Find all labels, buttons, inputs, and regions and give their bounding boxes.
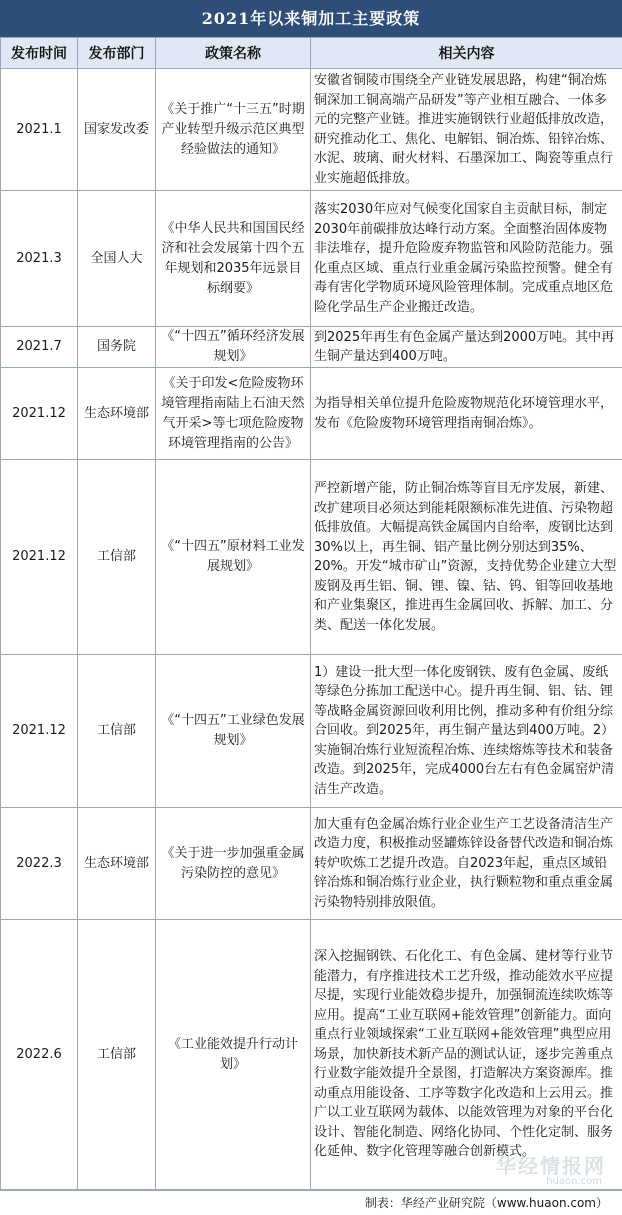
cell-policy-name: 《“十四五”工业绿色发展规划》 <box>156 655 311 808</box>
cell-date: 2021.12 <box>1 655 78 808</box>
cell-date: 2021.3 <box>1 191 78 327</box>
cell-content: 落实2030年应对气候变化国家自主贡献目标，制定2030年前碳排放达峰行动方案。全面整治固体废物非法堆存，提升危险废弃物监管和风险防范能力。强化重点区域、重点行业重金属污染监控预警。健全有毒有害化学物质环境风险管理体制。完成重点地区危险化学品生产企业搬迁改造。 <box>311 191 622 327</box>
cell-content: 加大重有色金属冶炼行业企业生产工艺设备清洁生产改造力度，积极推动竖罐炼锌设备替代改造和铜冶炼转炉吹炼工艺提升改造。自2023年起，重点区域铅锌冶炼和铜冶炼行业企业，执行颗粒物和重点重金属污染物特别排放限值。 <box>311 808 622 920</box>
cell-dept: 工信部 <box>78 655 156 808</box>
cell-content: 为指导相关单位提升危险废物规范化环境管理水平，发布《危险废物环境管理指南铜冶炼》。 <box>311 368 622 460</box>
column-header-policy: 政策名称 <box>156 38 311 69</box>
cell-policy-name: 《关于推广“十三五”时期产业转型升级示范区典型经验做法的通知》 <box>156 69 311 191</box>
cell-date: 2021.7 <box>1 327 78 368</box>
table-row <box>1 69 622 191</box>
column-header-date: 发布时间 <box>1 38 78 69</box>
cell-policy-name: 《中华人民共和国国民经济和社会发展第十四个五年规划和2035年远景目标纲要》 <box>156 191 311 327</box>
table-row <box>1 460 622 655</box>
cell-content: 深入挖掘钢铁、石化化工、有色金属、建材等行业节能潜力，有序推进技术工艺升级，推动能效水平应提尽提，实现行业能效稳步提升，加强铜流连续吹炼等应用。提高“工业互联网+能效管理”创新能力。面向重点行业领域探索“工业互联网+能效管理”典型应用场景，加快新技术新产品的测试认证，逐步完善重点行业数字能效提升全景图，打造解决方案资源库。推动重点用能设备、工序等数字化改造和上云用云。推广以工业互联网为载体、以能效管理为对象的平台化设计、智能化制造、网络化协同、个性化定制、服务化延伸、数字化管理等融合创新模式。 <box>311 920 622 1190</box>
cell-content: 安徽省铜陵市围绕全产业链发展思路，构建“铜冶炼铜深加工铜高端产品研发”等产业相互融合、一体多元的完整产业链。推进实施钢铁行业超低排放改造，研究推动化工、焦化、电解铝、铜冶炼、铅锌冶炼、水泥、玻璃、耐火材料、石墨深加工、陶瓷等重点行业实施超低排放。 <box>311 69 622 191</box>
column-header-dept: 发布部门 <box>78 38 156 69</box>
footer-credit: 制表：华经产业研究院（www.huaon.com） <box>365 1196 608 1210</box>
cell-date: 2021.12 <box>1 460 78 655</box>
cell-date: 2021.12 <box>1 368 78 460</box>
cell-dept: 生态环境部 <box>78 808 156 920</box>
column-header-content: 相关内容 <box>311 38 622 69</box>
table-header-row <box>1 38 622 69</box>
cell-policy-name: 《工业能效提升行动计划》 <box>156 920 311 1190</box>
table-row <box>1 191 622 327</box>
watermark-logo-text: 华经情报网 <box>496 1150 606 1179</box>
cell-content: 1）建设一批大型一体化废钢铁、废有色金属、废纸等绿色分拣加工配送中心。提升再生铜、铝、钴、锂等战略金属资源回收利用比例，推动多种有价组分综合回收。到2025年，再生铜产量达到400万吨。2）实施铜冶炼行业短流程冶炼、连续熔炼等技术和装备改造。到2025年，完成4000台左右有色金属窑炉清洁生产改造。 <box>311 655 622 808</box>
cell-date: 2021.1 <box>1 69 78 191</box>
cell-content: 到2025年再生有色金属产量达到2000万吨。其中再生铜产量达到400万吨。 <box>311 327 622 368</box>
cell-dept: 国务院 <box>78 327 156 368</box>
watermark-url: huaon.com <box>546 1176 602 1187</box>
cell-date: 2022.6 <box>1 920 78 1190</box>
table-row <box>1 808 622 920</box>
cell-policy-name: 《“十四五”循环经济发展规划》 <box>156 327 311 368</box>
source-footer <box>0 1190 622 1215</box>
cell-dept: 工信部 <box>78 460 156 655</box>
cell-dept: 生态环境部 <box>78 368 156 460</box>
page-title: 2021年以来铜加工主要政策 <box>0 0 622 37</box>
cell-dept: 国家发改委 <box>78 69 156 191</box>
cell-policy-name: 《“十四五”原材料工业发展规划》 <box>156 460 311 655</box>
table-row <box>1 655 622 808</box>
cell-dept: 全国人大 <box>78 191 156 327</box>
cell-policy-name: 《关于进一步加强重金属污染防控的意见》 <box>156 808 311 920</box>
table-row <box>1 920 622 1190</box>
table-row <box>1 327 622 368</box>
cell-dept: 工信部 <box>78 920 156 1190</box>
cell-content: 严控新增产能，防止铜冶炼等盲目无序发展，新建、改扩建项目必须达到能耗限额标准先进值、污染物超低排放值。大幅提高铁金属国内自给率，废钢比达到30%以上，再生铜、铝产量比例分别达到35%、20%。开发“城市矿山”资源，支持优势企业建立大型废钢及再生铝、铜、锂、镍、钴、钨、钼等回收基地和产业集聚区，推进再生金属回收、拆解、加工、分类、配送一体化发展。 <box>311 460 622 655</box>
cell-date: 2022.3 <box>1 808 78 920</box>
cell-policy-name: 《关于印发<危险废物环境管理指南陆上石油天然气开采>等七项危险废物环境管理指南的公告》 <box>156 368 311 460</box>
policy-table <box>0 37 622 1190</box>
table-row <box>1 368 622 460</box>
